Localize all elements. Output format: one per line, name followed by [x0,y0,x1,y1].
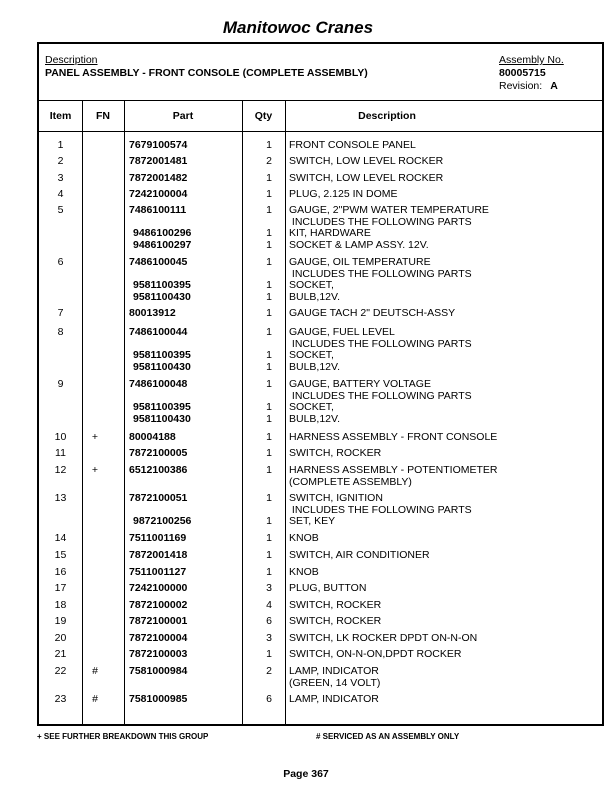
part-number-cell: 9872100256 [133,515,192,527]
description-cell [289,465,498,488]
part-number-cell: 9581100395 [133,349,191,361]
description-cell [289,448,381,460]
item-cell: 6 [57,256,64,268]
description-line: GAUGE, OIL TEMPERATURE [289,256,431,268]
column-header-qty: Qty [254,110,273,122]
description-line: SWITCH, ROCKER [289,447,382,459]
description-cell [289,189,398,201]
part-number-cell: 9486100297 [133,239,192,251]
part-number-cell: 7872100003 [129,648,188,660]
part-number-cell: 7581000984 [129,665,188,677]
item-cell: 9 [57,378,64,390]
item-cell: 15 [54,549,67,561]
fn-cell: # [92,693,98,705]
description-value: PANEL ASSEMBLY - FRONT CONSOLE (COMPLETE ASSEMBLY) [45,67,368,79]
qty-cell: 6 [266,615,272,627]
description-cell [289,649,461,661]
qty-cell: 2 [266,665,272,677]
description-cell [289,633,477,645]
description-line: INCLUDES THE FOLLOWING PARTS [289,267,472,280]
qty-cell: 1 [266,291,272,303]
description-line: GAUGE TACH 2" DEUTSCH-ASSY [289,307,456,319]
description-cell [289,140,416,152]
description-cell [289,616,381,628]
description-cell [289,292,340,304]
part-number-cell: 7511001169 [129,532,187,544]
part-number-cell: 80004188 [129,431,176,443]
qty-cell: 1 [266,188,272,200]
description-line: GAUGE, 2"PWM WATER TEMPERATURE [289,204,489,216]
item-cell: 7 [57,307,64,319]
part-number-cell: 7679100574 [129,139,188,151]
qty-cell: 1 [266,256,272,268]
description-line: INCLUDES THE FOLLOWING PARTS [289,389,472,402]
item-cell: 18 [54,599,67,611]
item-cell: 3 [57,172,64,184]
qty-cell: 1 [266,279,272,291]
description-cell [289,493,472,516]
description-label: Description [45,54,98,66]
description-line: SOCKET & LAMP ASSY. 12V. [289,239,429,251]
description-line: SWITCH, ROCKER [289,599,382,611]
part-number-cell: 7872100001 [129,615,188,627]
description-line: INCLUDES THE FOLLOWING PARTS [289,503,472,516]
description-line: (COMPLETE ASSEMBLY) [289,475,412,488]
part-number-cell: 9581100430 [133,413,191,425]
description-line: GAUGE, BATTERY VOLTAGE [289,378,431,390]
description-cell [289,583,366,595]
part-number-cell: 7486100111 [129,204,187,216]
column-divider-item [82,100,83,724]
qty-cell: 1 [266,447,272,459]
page-number: Page 367 [283,768,329,780]
description-line: INCLUDES THE FOLLOWING PARTS [289,215,472,228]
description-cell [289,402,334,414]
description-cell [289,550,430,562]
column-header-item: Item [49,110,72,122]
description-cell [289,694,379,706]
description-line: SOCKET, [289,401,334,413]
qty-cell: 1 [266,204,272,216]
item-cell: 2 [57,155,64,167]
column-header-description: Description [358,110,416,122]
description-cell [289,516,335,528]
description-line: GAUGE, FUEL LEVEL [289,326,395,338]
description-cell [289,362,340,374]
qty-cell: 1 [266,648,272,660]
part-number-cell: 7872100005 [129,447,188,459]
footnote-further-breakdown: + SEE FURTHER BREAKDOWN THIS GROUP [37,732,209,741]
part-number-cell: 7486100045 [129,256,188,268]
parts-list-frame [37,42,604,726]
item-cell: 23 [54,693,67,705]
part-number-cell: 9581100430 [133,361,191,373]
revision-line [499,80,564,93]
description-line: PLUG, BUTTON [289,582,367,594]
description-line: SWITCH, IGNITION [289,492,383,504]
item-cell: 21 [54,648,67,660]
description-line: BULB,12V. [289,413,340,425]
qty-cell: 1 [266,378,272,390]
item-cell: 16 [54,566,67,578]
description-line: LAMP, INDICATOR [289,665,379,677]
description-cell [289,379,472,402]
qty-cell: 1 [266,515,272,527]
description-line: SWITCH, AIR CONDITIONER [289,549,430,561]
qty-cell: 3 [266,632,272,644]
part-number-cell: 9581100430 [133,291,191,303]
description-line: FRONT CONSOLE PANEL [289,139,416,151]
qty-cell: 1 [266,361,272,373]
column-header-part: Part [172,110,194,122]
description-cell [289,414,340,426]
part-number-cell: 7872100004 [129,632,188,644]
item-cell: 11 [55,447,66,459]
part-number-cell: 9581100395 [133,279,191,291]
item-cell: 20 [54,632,67,644]
qty-cell: 1 [266,549,272,561]
description-line: KNOB [289,566,319,578]
description-line: SWITCH, LK ROCKER DPDT ON-N-ON [289,632,478,644]
item-cell: 12 [54,464,67,476]
description-cell [289,308,455,320]
part-number-cell: 9486100296 [133,227,192,239]
page-title: Manitowoc Cranes [222,18,374,37]
part-number-cell: 7872001418 [129,549,188,561]
description-cell [289,280,334,292]
fn-cell: + [91,464,99,476]
part-number-cell: 7486100044 [129,326,188,338]
description-cell [289,432,497,444]
part-number-cell: 7511001127 [129,566,187,578]
part-number-cell: 6512100386 [129,464,188,476]
description-line: SWITCH, LOW LEVEL ROCKER [289,172,444,184]
description-cell [289,350,334,362]
item-cell: 14 [54,532,67,544]
qty-cell: 4 [266,599,272,611]
qty-cell: 1 [266,431,272,443]
part-number-cell: 7872001481 [129,155,188,167]
description-cell [289,567,319,579]
qty-cell: 1 [266,239,272,251]
fn-cell: + [91,431,99,443]
description-line: SOCKET, [289,279,334,291]
description-line: SWITCH, ROCKER [289,615,382,627]
item-cell: 13 [54,492,67,504]
description-cell [289,156,443,168]
description-line: HARNESS ASSEMBLY - POTENTIOMETER [289,464,498,476]
qty-cell: 1 [266,139,272,151]
item-cell: 17 [54,582,67,594]
qty-cell: 1 [266,326,272,338]
revision-label: Revision: [499,80,543,92]
qty-cell: 1 [266,227,272,239]
column-header-fn: FN [96,110,110,122]
qty-cell: 1 [266,172,272,184]
description-line: BULB,12V. [289,361,340,373]
qty-cell: 2 [266,155,272,167]
column-divider-part [242,100,243,724]
qty-cell: 1 [266,532,272,544]
description-cell [289,327,472,350]
description-block [45,54,368,80]
description-line: SWITCH, ON-N-ON,DPDT ROCKER [289,648,462,660]
description-line: (GREEN, 14 VOLT) [289,676,381,689]
part-number-cell: 7872100051 [129,492,188,504]
item-cell: 19 [54,615,67,627]
footnote-serviced-assembly: # SERVICED AS AN ASSEMBLY ONLY [316,732,460,741]
column-divider-fn [124,100,125,724]
qty-cell: 3 [266,582,272,594]
item-cell: 8 [57,326,64,338]
part-number-cell: 7242100004 [129,188,188,200]
qty-cell: 6 [266,693,272,705]
part-number-cell: 7581000985 [129,693,188,705]
part-number-cell: 7242100000 [129,582,188,594]
description-cell [289,205,489,228]
description-line: LAMP, INDICATOR [289,693,379,705]
assembly-number: 80005715 [499,67,546,79]
fn-cell: # [92,665,98,677]
part-number-cell: 9581100395 [133,401,191,413]
description-cell [289,533,319,545]
column-divider-qty [285,100,286,724]
description-cell [289,240,429,252]
qty-cell: 1 [266,566,272,578]
qty-cell: 1 [266,349,272,361]
qty-cell: 1 [266,492,272,504]
qty-cell: 1 [266,401,272,413]
description-line: HARNESS ASSEMBLY - FRONT CONSOLE [289,431,498,443]
part-number-cell: 7872100002 [129,599,188,611]
revision-value: A [550,80,558,92]
description-line: INCLUDES THE FOLLOWING PARTS [289,337,472,350]
description-cell [289,600,381,612]
description-line: KNOB [289,532,319,544]
part-number-cell: 7872001482 [129,172,188,184]
item-cell: 22 [54,665,67,677]
qty-cell: 1 [266,464,272,476]
description-line: PLUG, 2.125 IN DOME [289,188,398,200]
assembly-label: Assembly No. [499,54,564,66]
qty-cell: 1 [266,413,272,425]
description-cell [289,257,472,280]
part-number-cell: 80013912 [129,307,176,319]
description-line: SWITCH, LOW LEVEL ROCKER [289,155,444,167]
description-cell [289,666,380,689]
description-line: SOCKET, [289,349,334,361]
description-line: BULB,12V. [289,291,340,303]
description-line: SET, KEY [289,515,336,527]
part-number-cell: 7486100048 [129,378,188,390]
description-cell [289,173,443,185]
item-cell: 10 [54,431,67,443]
item-cell: 5 [57,204,64,216]
assembly-block [499,54,564,93]
description-cell [289,228,371,240]
item-cell: 4 [57,188,64,200]
item-cell: 1 [57,139,64,151]
description-line: KIT, HARDWARE [289,227,371,239]
qty-cell: 1 [266,307,272,319]
